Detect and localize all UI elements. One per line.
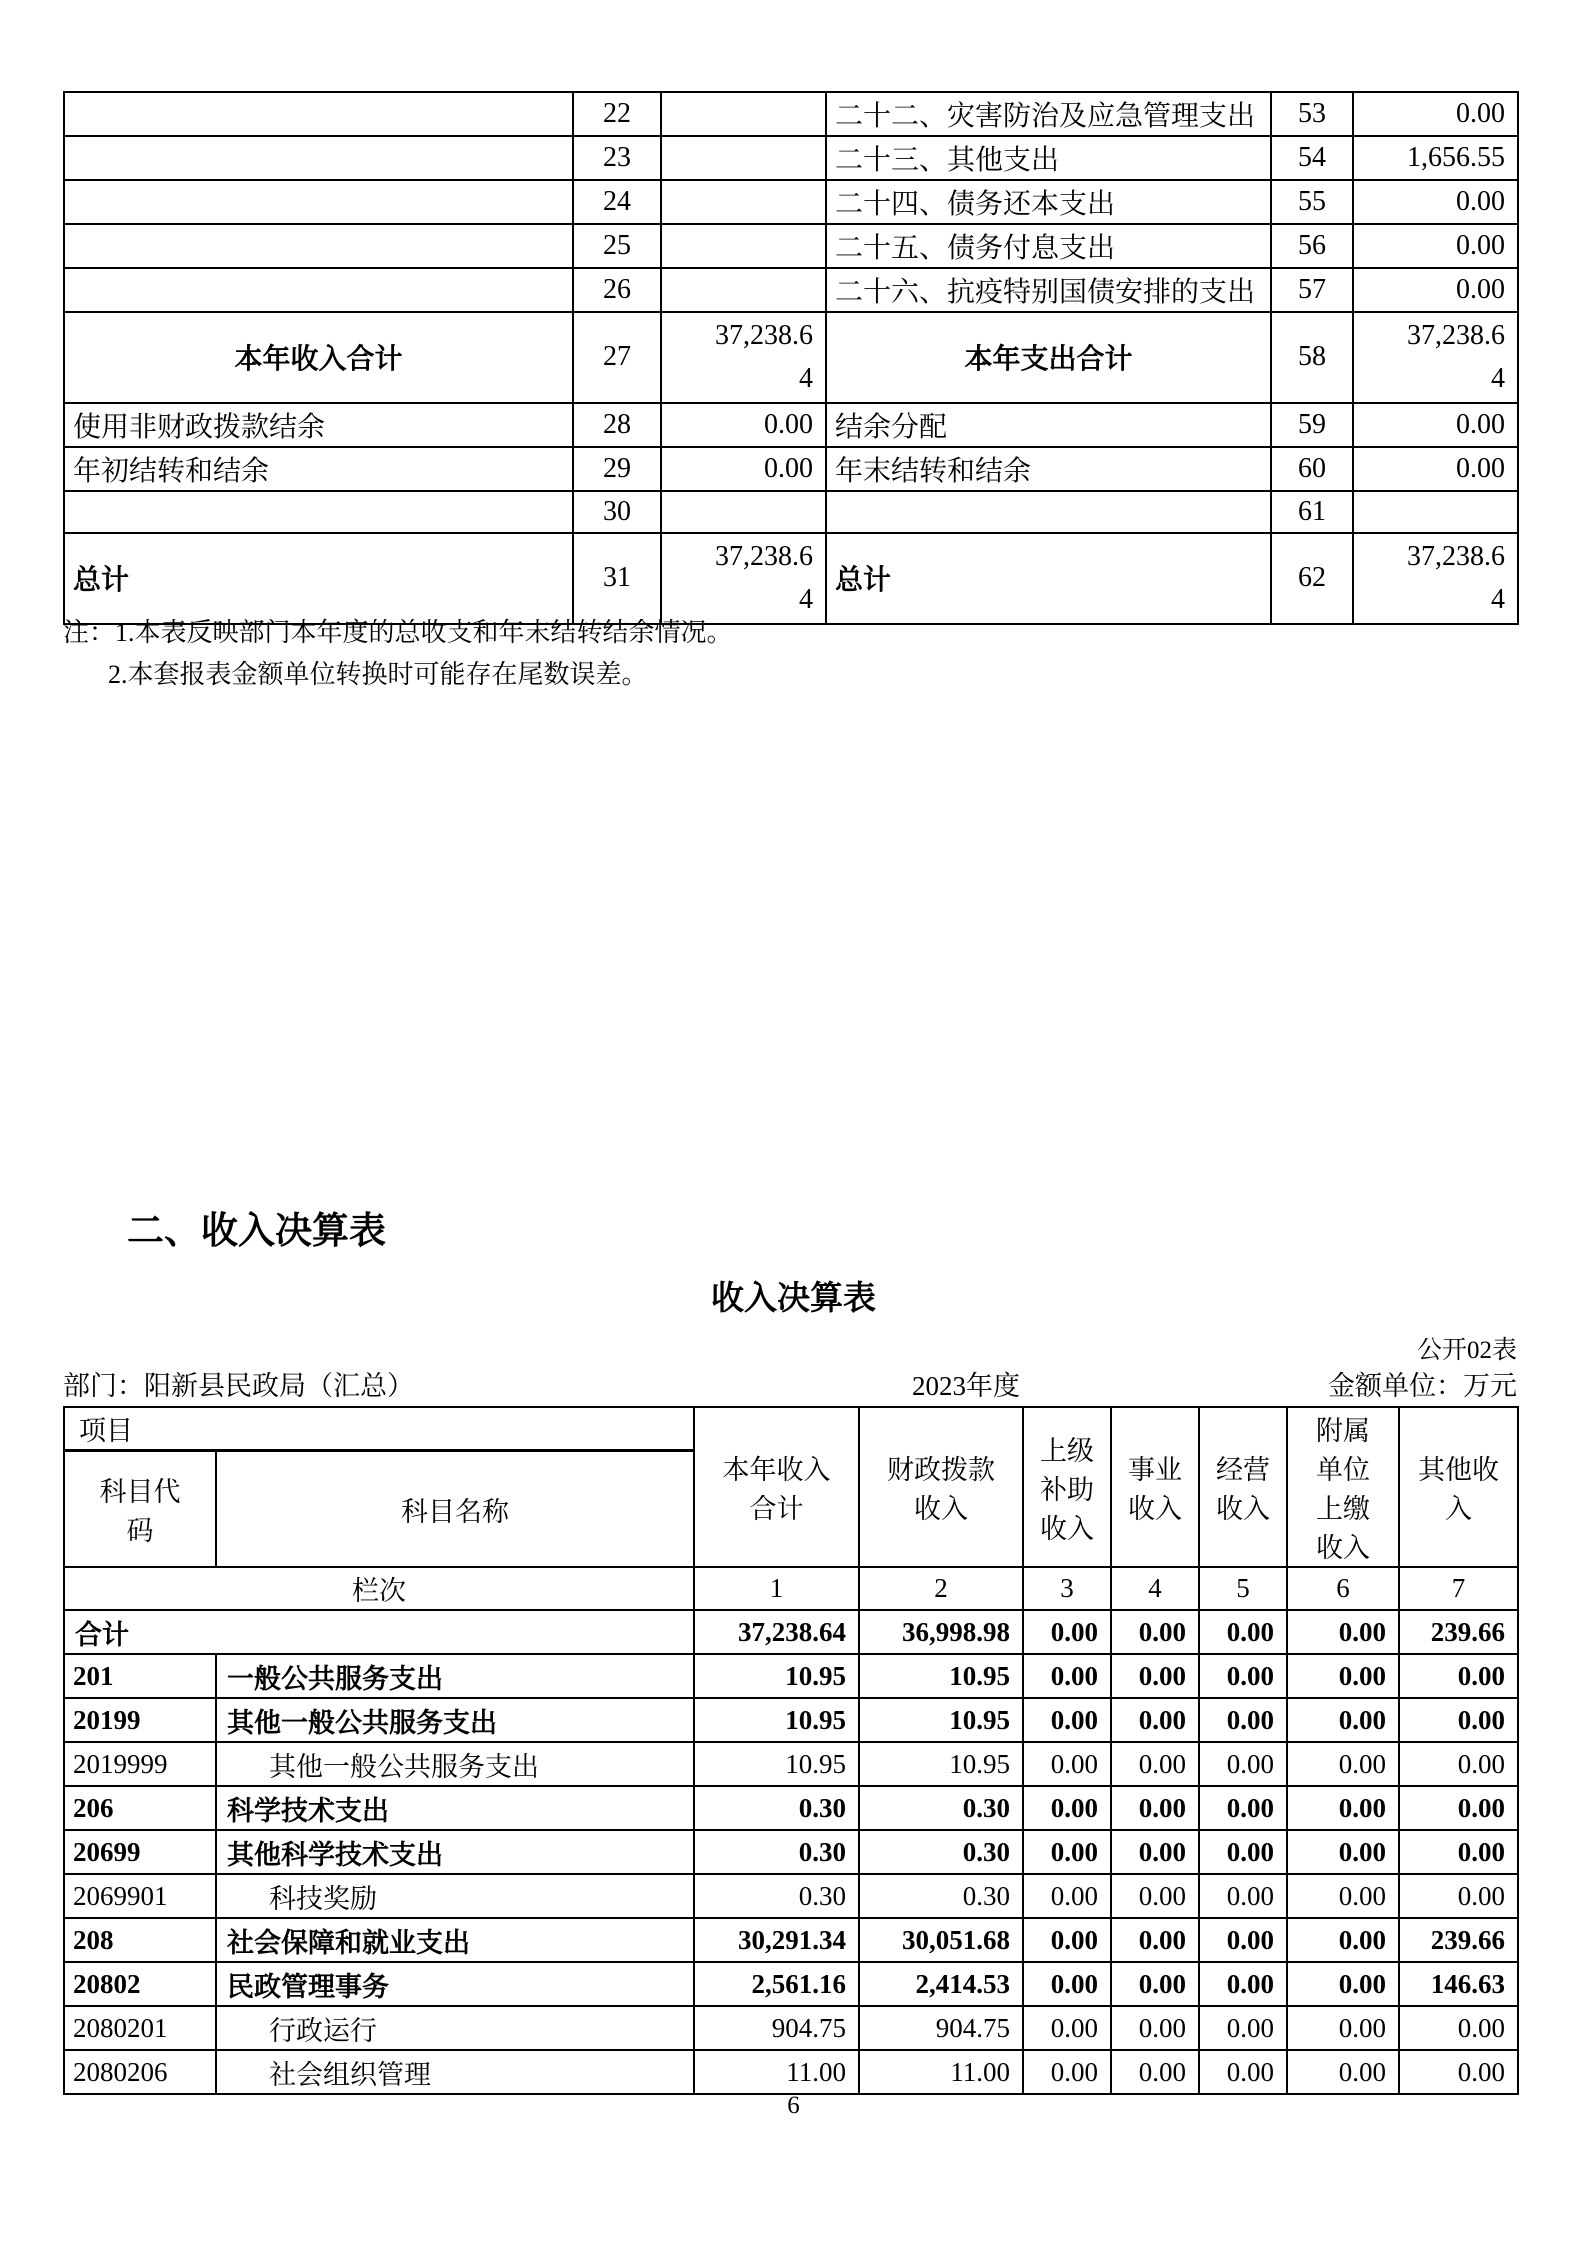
table-row	[64, 268, 1518, 312]
subject-code-cell: 20802	[64, 1962, 216, 2006]
subject-code-cell: 206	[64, 1786, 216, 1830]
income-item-cell: 使用非财政拨款结余	[64, 403, 573, 447]
expense-line-cell: 60	[1271, 447, 1353, 491]
table-row	[64, 92, 1518, 136]
amount-cell: 0.30	[694, 1830, 859, 1874]
amount-cell: 0.00	[1399, 2050, 1518, 2094]
expense-line-cell: 54	[1271, 136, 1353, 180]
income-item-cell: 年初结转和结余	[64, 447, 573, 491]
amount-cell: 0.00	[1287, 1962, 1399, 2006]
amount-cell: 0.00	[1023, 2006, 1111, 2050]
table-row-income-total	[64, 312, 1518, 403]
amount-cell: 0.00	[1023, 1874, 1111, 1918]
amount-cell: 0.00	[1199, 1918, 1287, 1962]
subject-code-cell: 2069901	[64, 1874, 216, 1918]
amount-cell: 0.00	[1399, 1742, 1518, 1786]
table-row	[64, 1962, 1518, 2006]
income-item-cell: 本年收入合计	[64, 312, 573, 403]
amount-cell: 0.30	[694, 1874, 859, 1918]
amount-cell: 0.00	[1111, 1830, 1199, 1874]
subject-name-cell: 科技奖励	[216, 1874, 694, 1918]
amount-cell: 0.00	[1199, 1654, 1287, 1698]
header-row-column-numbers	[64, 1567, 1518, 1610]
amount-cell: 0.00	[1199, 1610, 1287, 1654]
income-line-cell: 23	[573, 136, 661, 180]
expense-item-cell: 二十五、债务付息支出	[826, 224, 1271, 268]
column-header-cell	[1111, 1407, 1199, 1567]
subject-name-cell: 民政管理事务	[216, 1962, 694, 2006]
amount-cell: 2,561.16	[694, 1962, 859, 2006]
amount-cell: 0.30	[859, 1786, 1023, 1830]
expense-amount-cell	[1353, 533, 1518, 624]
code-header-cell	[64, 1451, 216, 1567]
income-line-cell: 24	[573, 180, 661, 224]
amount-cell: 10.95	[859, 1742, 1023, 1786]
amount-cell: 10.95	[694, 1654, 859, 1698]
column-number-cell: 5	[1199, 1567, 1287, 1610]
income-table-title: 收入决算表	[711, 1279, 876, 1316]
income-line-cell: 27	[573, 312, 661, 403]
amount-cell: 0.00	[1111, 1874, 1199, 1918]
amount-cell: 0.00	[1111, 1742, 1199, 1786]
amount-cell: 0.00	[1023, 1918, 1111, 1962]
expense-item-cell: 结余分配	[826, 403, 1271, 447]
subject-name-cell: 社会保障和就业支出	[216, 1918, 694, 1962]
amount-cell: 0.00	[1287, 1786, 1399, 1830]
page-number: 6	[787, 2092, 800, 2119]
column-header-text: 其他收入	[1418, 1455, 1499, 1524]
amount-cell: 10.95	[859, 1698, 1023, 1742]
table-row	[64, 136, 1518, 180]
table-row-grand-total	[64, 533, 1518, 624]
table-row-total	[64, 1610, 1518, 1654]
doc-number-label: 公开02表	[1416, 1337, 1517, 1364]
subject-code-cell: 20199	[64, 1698, 216, 1742]
income-line-cell: 26	[573, 268, 661, 312]
column-number-cell: 3	[1023, 1567, 1111, 1610]
table-row	[64, 2006, 1518, 2050]
total-label-cell: 合计	[64, 1610, 694, 1654]
income-item-cell	[64, 224, 573, 268]
column-header-text: 财政拨款收入	[887, 1455, 995, 1524]
amount-cell: 0.00	[1287, 2006, 1399, 2050]
amount-cell: 0.30	[859, 1874, 1023, 1918]
income-item-cell	[64, 491, 573, 533]
amount-cell: 0.00	[1287, 1918, 1399, 1962]
subject-code-cell: 2080201	[64, 2006, 216, 2050]
section-heading: 二、收入决算表	[127, 1210, 386, 1251]
column-number-cell: 4	[1111, 1567, 1199, 1610]
amount-cell: 0.00	[1399, 1874, 1518, 1918]
income-item-cell	[64, 268, 573, 312]
table-row	[64, 1698, 1518, 1742]
amount-cell: 0.00	[1023, 1742, 1111, 1786]
code-header-text: 科目代码	[99, 1477, 181, 1547]
table-row	[64, 491, 1518, 533]
table-row	[64, 224, 1518, 268]
amount-cell: 10.95	[694, 1698, 859, 1742]
expense-amount-cell	[1353, 491, 1518, 533]
column-number-cell: 1	[694, 1567, 859, 1610]
expense-line-cell: 62	[1271, 533, 1353, 624]
expense-item-cell: 年末结转和结余	[826, 447, 1271, 491]
income-item-cell	[64, 180, 573, 224]
income-amount-cell	[661, 136, 826, 180]
expense-item-cell: 二十二、灾害防治及应急管理支出	[826, 92, 1271, 136]
table-row	[64, 403, 1518, 447]
table-row	[64, 1874, 1518, 1918]
table-row	[64, 447, 1518, 491]
amount-cell: 0.00	[1023, 1698, 1111, 1742]
amount-cell: 0.00	[1399, 1786, 1518, 1830]
expense-line-cell: 61	[1271, 491, 1353, 533]
amount-cell: 30,051.68	[859, 1918, 1023, 1962]
table-row	[64, 1654, 1518, 1698]
note-line-1: 注：1.本表反映部门本年度的总收支和年末结转结余情况。	[63, 618, 733, 647]
income-amount-cell: 0.00	[661, 447, 826, 491]
table-row	[64, 1918, 1518, 1962]
expense-item-cell	[826, 491, 1271, 533]
amount-cell: 10.95	[694, 1742, 859, 1786]
expense-amount-cell: 1,656.55	[1353, 136, 1518, 180]
table-notes	[63, 612, 733, 695]
table-row	[64, 180, 1518, 224]
income-line-cell: 25	[573, 224, 661, 268]
table-row	[64, 2050, 1518, 2094]
amount-cell: 0.00	[1199, 1742, 1287, 1786]
expense-amount-cell	[1353, 312, 1518, 403]
amount-cell: 0.00	[1199, 1698, 1287, 1742]
amount-cell: 0.00	[1287, 1874, 1399, 1918]
table-row	[64, 1830, 1518, 1874]
header-row-project	[64, 1407, 1518, 1451]
amount-cell: 904.75	[694, 2006, 859, 2050]
subject-code-cell: 208	[64, 1918, 216, 1962]
column-header-text: 经营收入	[1216, 1455, 1270, 1524]
amount-cell: 2,414.53	[859, 1962, 1023, 2006]
income-line-cell: 28	[573, 403, 661, 447]
amount-cell: 11.00	[859, 2050, 1023, 2094]
expense-amount-cell: 0.00	[1353, 403, 1518, 447]
income-amount-cell: 0.00	[661, 403, 826, 447]
amount-cell: 0.00	[1399, 2006, 1518, 2050]
amount-cell: 0.00	[1287, 1742, 1399, 1786]
amount-cell: 0.00	[1399, 1698, 1518, 1742]
amount-cell: 0.00	[1111, 1654, 1199, 1698]
column-header-text: 本年收入合计	[722, 1455, 831, 1524]
column-header-cell	[1023, 1407, 1111, 1567]
column-header-text: 事业收入	[1128, 1455, 1182, 1524]
income-item-cell	[64, 92, 573, 136]
amount-cell: 0.00	[1287, 2050, 1399, 2094]
amount-cell: 239.66	[1399, 1918, 1518, 1962]
amount-cell: 0.30	[859, 1830, 1023, 1874]
expense-amount-cell: 0.00	[1353, 224, 1518, 268]
column-header-text: 上级补助收入	[1040, 1435, 1094, 1544]
income-line-cell: 29	[573, 447, 661, 491]
amount-cell: 36,998.98	[859, 1610, 1023, 1654]
amount-cell: 0.00	[1199, 1874, 1287, 1918]
column-header-cell	[1399, 1407, 1518, 1567]
income-amount-cell	[661, 312, 826, 403]
column-header-cell	[1287, 1407, 1399, 1567]
amount-cell: 0.00	[1199, 1830, 1287, 1874]
subject-code-cell: 201	[64, 1654, 216, 1698]
amount-cell: 0.00	[1287, 1698, 1399, 1742]
amount-cell: 146.63	[1399, 1962, 1518, 2006]
fiscal-year-label: 2023年度	[912, 1371, 1020, 1401]
summary-balance-table	[63, 91, 1519, 625]
amount-cell: 904.75	[859, 2006, 1023, 2050]
subject-name-cell: 社会组织管理	[216, 2050, 694, 2094]
wrapped-amount: 37,238.64	[1407, 540, 1505, 616]
expense-amount-cell: 0.00	[1353, 268, 1518, 312]
column-number-cell: 6	[1287, 1567, 1399, 1610]
subject-name-cell: 一般公共服务支出	[216, 1654, 694, 1698]
amount-cell: 0.00	[1023, 1654, 1111, 1698]
subject-name-cell: 其他一般公共服务支出	[216, 1742, 694, 1786]
amount-cell: 0.00	[1287, 1830, 1399, 1874]
expense-item-cell: 总计	[826, 533, 1271, 624]
table-row	[64, 1742, 1518, 1786]
column-header-cell	[1199, 1407, 1287, 1567]
expense-line-cell: 57	[1271, 268, 1353, 312]
subject-name-cell: 其他一般公共服务支出	[216, 1698, 694, 1742]
amount-cell: 0.30	[694, 1786, 859, 1830]
amount-cell: 0.00	[1111, 1962, 1199, 2006]
subject-name-cell: 科学技术支出	[216, 1786, 694, 1830]
amount-cell: 0.00	[1399, 1654, 1518, 1698]
wrapped-amount: 37,238.64	[1407, 320, 1505, 395]
column-header-cell	[694, 1407, 859, 1567]
amount-cell: 0.00	[1023, 2050, 1111, 2094]
expense-line-cell: 58	[1271, 312, 1353, 403]
subject-name-cell: 其他科学技术支出	[216, 1830, 694, 1874]
income-amount-cell	[661, 92, 826, 136]
column-number-cell: 2	[859, 1567, 1023, 1610]
income-item-cell	[64, 136, 573, 180]
income-line-cell: 31	[573, 533, 661, 624]
income-line-cell: 22	[573, 92, 661, 136]
amount-cell: 239.66	[1399, 1610, 1518, 1654]
column-number-cell: 7	[1399, 1567, 1518, 1610]
income-amount-cell	[661, 533, 826, 624]
subject-code-cell: 2019999	[64, 1742, 216, 1786]
note-line-2: 2.本套报表金额单位转换时可能存在尾数误差。	[108, 659, 648, 689]
expense-amount-cell: 0.00	[1353, 447, 1518, 491]
amount-cell: 0.00	[1023, 1786, 1111, 1830]
expense-item-cell: 二十三、其他支出	[826, 136, 1271, 180]
income-item-cell: 总计	[64, 533, 573, 624]
subject-code-cell: 20699	[64, 1830, 216, 1874]
department-label: 部门：阳新县民政局（汇总）	[63, 1371, 414, 1401]
income-amount-cell	[661, 180, 826, 224]
income-line-cell: 30	[573, 491, 661, 533]
amount-cell: 37,238.64	[694, 1610, 859, 1654]
amount-cell: 0.00	[1111, 1610, 1199, 1654]
amount-cell: 0.00	[1111, 2050, 1199, 2094]
wrapped-amount: 37,238.64	[715, 540, 813, 616]
subject-code-cell: 2080206	[64, 2050, 216, 2094]
expense-line-cell: 55	[1271, 180, 1353, 224]
wrapped-amount: 37,238.64	[715, 320, 813, 395]
expense-item-cell: 本年支出合计	[826, 312, 1271, 403]
amount-cell: 0.00	[1199, 1962, 1287, 2006]
amount-cell: 0.00	[1399, 1830, 1518, 1874]
name-header-cell: 科目名称	[216, 1451, 694, 1567]
table-meta-row	[63, 1364, 1517, 1402]
expense-line-cell: 59	[1271, 403, 1353, 447]
amount-cell: 0.00	[1111, 2006, 1199, 2050]
amount-cell: 0.00	[1111, 1698, 1199, 1742]
expense-line-cell: 53	[1271, 92, 1353, 136]
row-label-cell: 栏次	[64, 1567, 694, 1610]
amount-cell: 0.00	[1111, 1918, 1199, 1962]
expense-amount-cell: 0.00	[1353, 92, 1518, 136]
amount-cell: 0.00	[1023, 1962, 1111, 2006]
income-amount-cell	[661, 491, 826, 533]
expense-amount-cell: 0.00	[1353, 180, 1518, 224]
expense-line-cell: 56	[1271, 224, 1353, 268]
amount-cell: 0.00	[1199, 2006, 1287, 2050]
income-amount-cell	[661, 268, 826, 312]
column-header-text: 附属单位上缴收入	[1316, 1416, 1370, 1563]
amount-cell: 0.00	[1023, 1830, 1111, 1874]
amount-cell: 0.00	[1287, 1610, 1399, 1654]
amount-cell: 0.00	[1111, 1786, 1199, 1830]
amount-cell: 11.00	[694, 2050, 859, 2094]
table-row	[64, 1786, 1518, 1830]
subject-name-cell: 行政运行	[216, 2006, 694, 2050]
amount-cell: 0.00	[1287, 1654, 1399, 1698]
column-header-cell	[859, 1407, 1023, 1567]
income-statement-table	[63, 1406, 1519, 2095]
amount-cell: 0.00	[1199, 2050, 1287, 2094]
amount-cell: 30,291.34	[694, 1918, 859, 1962]
amount-cell: 0.00	[1199, 1786, 1287, 1830]
income-amount-cell	[661, 224, 826, 268]
amount-cell: 10.95	[859, 1654, 1023, 1698]
expense-item-cell: 二十四、债务还本支出	[826, 180, 1271, 224]
project-header-cell: 项目	[64, 1407, 694, 1451]
unit-label: 金额单位：万元	[1328, 1371, 1517, 1401]
amount-cell: 0.00	[1023, 1610, 1111, 1654]
expense-item-cell: 二十六、抗疫特别国债安排的支出	[826, 268, 1271, 312]
